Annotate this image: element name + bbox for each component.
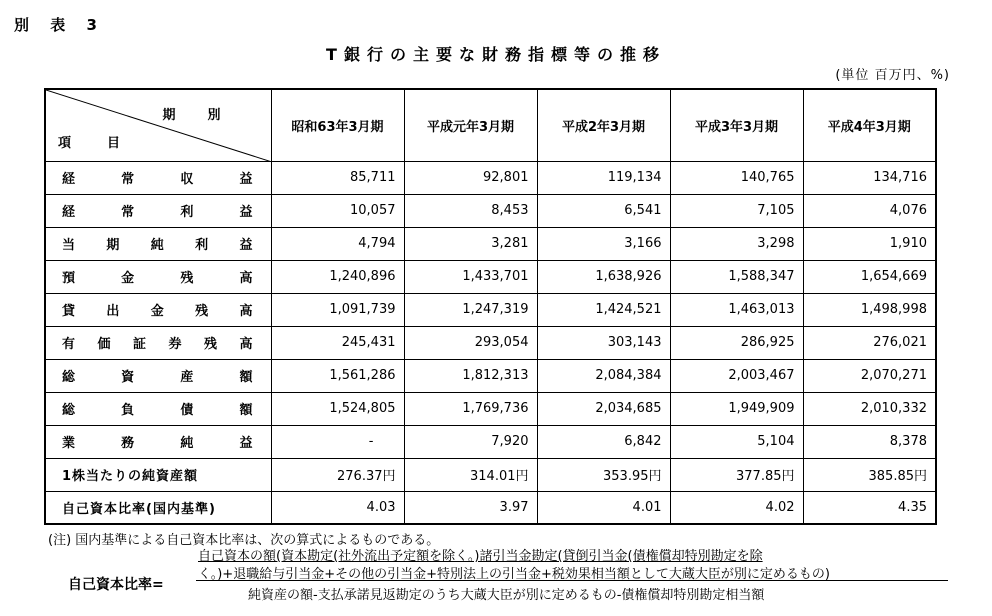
table-row — [45, 260, 936, 293]
table-row — [45, 458, 936, 491]
row-label: 業務純益 — [45, 425, 271, 458]
unit-note: (単位 百万円、%) — [835, 68, 950, 83]
table-cell: 3,166 — [537, 227, 670, 260]
table-cell: 7,105 — [670, 194, 803, 227]
table-cell: 303,143 — [537, 326, 670, 359]
table-cell: 245,431 — [271, 326, 404, 359]
table-cell: 140,765 — [670, 161, 803, 194]
table-cell: 1,638,926 — [537, 260, 670, 293]
table-cell: 286,925 — [670, 326, 803, 359]
table-cell: 3.97 — [404, 491, 537, 524]
table-cell: 5,104 — [670, 425, 803, 458]
table-cell: 4.02 — [670, 491, 803, 524]
period-header: 平成4年3月期 — [803, 89, 936, 161]
table-cell: 1,463,013 — [670, 293, 803, 326]
table-cell: 1,812,313 — [404, 359, 537, 392]
table-cell: 385.85円 — [803, 458, 936, 491]
period-header: 平成2年3月期 — [537, 89, 670, 161]
table-cell: 4,076 — [803, 194, 936, 227]
table-cell: 276,021 — [803, 326, 936, 359]
row-label: 貸出金残高 — [45, 293, 271, 326]
table-cell: 1,498,998 — [803, 293, 936, 326]
table-cell: 276.37円 — [271, 458, 404, 491]
corner-diagonal — [46, 90, 272, 162]
table-cell: 3,298 — [670, 227, 803, 260]
period-header: 平成元年3月期 — [404, 89, 537, 161]
table-cell: 1,424,521 — [537, 293, 670, 326]
row-label: 総負債額 — [45, 392, 271, 425]
table-cell: 377.85円 — [670, 458, 803, 491]
table-cell: 1,949,909 — [670, 392, 803, 425]
row-label: 預金残高 — [45, 260, 271, 293]
footnote: (注) 国内基準による自己資本比率は、次の算式によるものである。 — [48, 533, 440, 548]
row-label: 経常収益 — [45, 161, 271, 194]
table-cell: 1,561,286 — [271, 359, 404, 392]
row-label: 有価証券残高 — [45, 326, 271, 359]
table-cell: 134,716 — [803, 161, 936, 194]
period-header: 昭和63年3月期 — [271, 89, 404, 161]
table-cell: 2,084,384 — [537, 359, 670, 392]
document-title: T銀行の主要な財務指標等の推移 — [326, 45, 666, 64]
table-cell: 353.95円 — [537, 458, 670, 491]
table-cell: 1,524,805 — [271, 392, 404, 425]
row-label: 経常利益 — [45, 194, 271, 227]
formula-numerator-line1: 自己資本の額(資本勘定(社外流出予定額を除く。)諸引当金勘定(貸倒引当金(債権償却特別勘定を除 — [198, 549, 763, 564]
table-cell: 293,054 — [404, 326, 537, 359]
table-cell: 2,070,271 — [803, 359, 936, 392]
table-cell: 8,453 — [404, 194, 537, 227]
table-cell: 314.01円 — [404, 458, 537, 491]
table-cell: 6,842 — [537, 425, 670, 458]
period-header: 平成3年3月期 — [670, 89, 803, 161]
financial-table — [44, 88, 937, 525]
appendix-label: 別 表 3 — [14, 16, 105, 34]
table-cell: 6,541 — [537, 194, 670, 227]
table-row — [45, 194, 936, 227]
table-cell: 1,240,896 — [271, 260, 404, 293]
fraction-bar — [196, 580, 948, 581]
table-cell: 1,654,669 — [803, 260, 936, 293]
table-cell: 1,247,319 — [404, 293, 537, 326]
table-row — [45, 392, 936, 425]
table-cell: 1,769,736 — [404, 392, 537, 425]
table-cell: 4.01 — [537, 491, 670, 524]
table-cell: 1,433,701 — [404, 260, 537, 293]
table-corner-cell — [45, 89, 271, 161]
table-cell: 119,134 — [537, 161, 670, 194]
table-row — [45, 326, 936, 359]
table-row — [45, 227, 936, 260]
table-cell: 4,794 — [271, 227, 404, 260]
formula-denominator: 純資産の額-支払承諾見返勘定のうち大蔵大臣が別に定めるもの-債権償却特別勘定相当額 — [248, 588, 765, 603]
row-label: 総資産額 — [45, 359, 271, 392]
table-cell: 2,034,685 — [537, 392, 670, 425]
table-row — [45, 425, 936, 458]
row-label: 自己資本比率(国内基準) — [45, 491, 271, 524]
table-cell: 2,003,467 — [670, 359, 803, 392]
table-cell: 8,378 — [803, 425, 936, 458]
table-cell: 3,281 — [404, 227, 537, 260]
table-cell: 4.35 — [803, 491, 936, 524]
table-row — [45, 161, 936, 194]
table-cell: 7,920 — [404, 425, 537, 458]
table-cell: 1,910 — [803, 227, 936, 260]
corner-item-label: 項目 — [58, 135, 157, 151]
table-cell: 1,588,347 — [670, 260, 803, 293]
table-cell: 92,801 — [404, 161, 537, 194]
formula-numerator-line2: く。)+退職給与引当金+その他の引当金+特別法上の引当金+税効果相当額として大蔵大臣が別に定めるもの) — [198, 567, 830, 582]
table-cell: 2,010,332 — [803, 392, 936, 425]
table-cell: 85,711 — [271, 161, 404, 194]
table-row — [45, 359, 936, 392]
table-cell: 4.03 — [271, 491, 404, 524]
table-cell: 1,091,739 — [271, 293, 404, 326]
table-cell: 10,057 — [271, 194, 404, 227]
table-cell: - — [271, 425, 404, 458]
table-header-row — [45, 89, 936, 161]
row-label: 1株当たりの純資産額 — [45, 458, 271, 491]
corner-period-label: 期別 — [162, 108, 253, 123]
row-label: 当期純利益 — [45, 227, 271, 260]
table-row — [45, 491, 936, 524]
table-row — [45, 293, 936, 326]
formula-label: 自己資本比率= — [68, 577, 164, 593]
